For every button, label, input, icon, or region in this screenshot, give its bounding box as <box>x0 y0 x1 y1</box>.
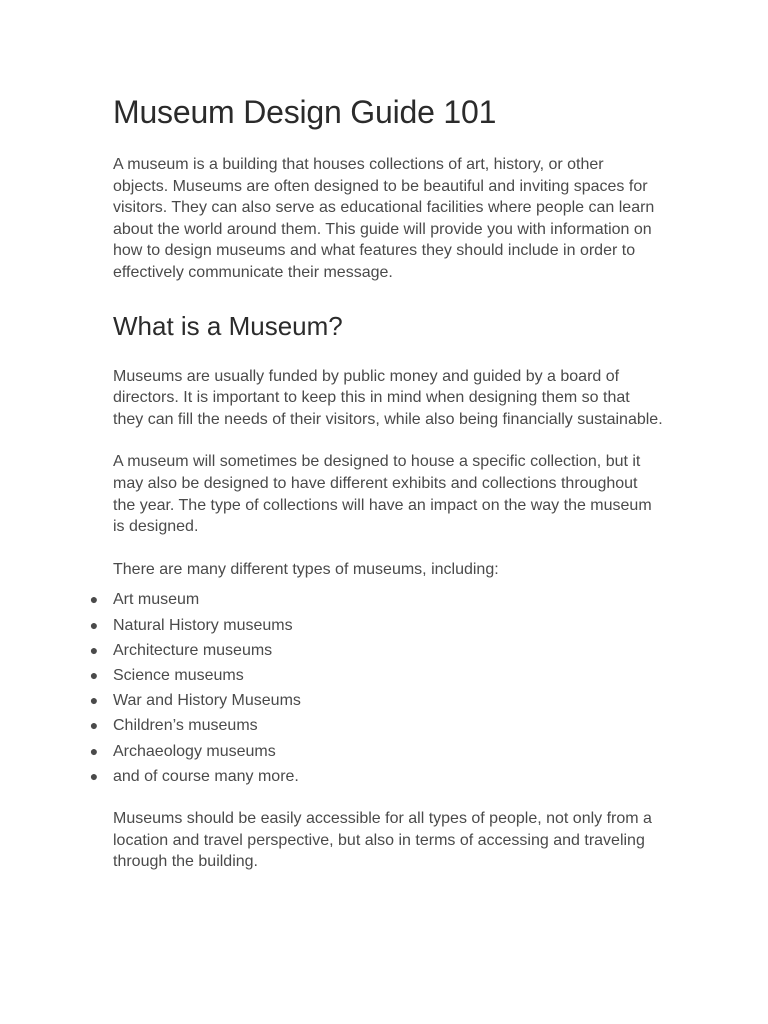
paragraph-funding: Museums are usually funded by public money and guided by a board of directors. It is important to keep this in mind when designing them so that they can fill the needs of their visitors, while also being financially sustainable. <box>113 367 663 428</box>
list-item-text: Science museums <box>113 666 244 684</box>
list-item <box>89 638 663 663</box>
list-item-text: Children’s museums <box>113 717 258 735</box>
bullet-icon: ● <box>89 767 99 784</box>
list-item <box>89 587 663 612</box>
museum-types-list <box>89 587 663 789</box>
list-item-text: Natural History museums <box>113 616 293 634</box>
bullet-icon: ● <box>89 666 99 683</box>
list-item-text: Archaeology museums <box>113 742 276 760</box>
intro-paragraph: A museum is a building that houses collections of art, history, or other objects. Museums are often designed to be beautiful and inviting spaces for visitors. They can also serve as educational facilities where people can learn about the world around them. This guide will provide you with information on how to design museums and what features they should include in order to effectively communicate their message. <box>113 156 655 281</box>
list-item-text: Art museum <box>113 591 200 609</box>
list-item <box>89 613 663 638</box>
paragraph-collections: A museum will sometimes be designed to house a specific collection, but it may also be designed to have different exhibits and collections throughout the year. The type of collections will have an impact on the way the museum is designed. <box>113 453 652 536</box>
list-item <box>89 663 663 688</box>
page-title: Museum Design Guide 101 <box>113 94 497 130</box>
section-heading: What is a Museum? <box>113 310 343 341</box>
document-page <box>89 92 663 873</box>
bullet-icon: ● <box>89 692 99 709</box>
bullet-icon: ● <box>89 591 99 608</box>
list-item <box>89 739 663 764</box>
bullet-icon: ● <box>89 616 99 633</box>
paragraph-types-intro: There are many different types of museums, including: <box>113 560 499 578</box>
bullet-icon: ● <box>89 641 99 658</box>
closing-paragraph: Museums should be easily accessible for all types of people, not only from a location and travel perspective, but also in terms of accessing and traveling through the building. <box>113 809 652 871</box>
list-item <box>89 764 663 789</box>
list-item-text: War and History Museums <box>113 692 301 710</box>
list-item-text: and of course many more. <box>113 767 299 785</box>
bullet-icon: ● <box>89 717 99 734</box>
bullet-icon: ● <box>89 742 99 759</box>
list-item-text: Architecture museums <box>113 641 273 659</box>
list-item <box>89 688 663 713</box>
list-item <box>89 713 663 738</box>
